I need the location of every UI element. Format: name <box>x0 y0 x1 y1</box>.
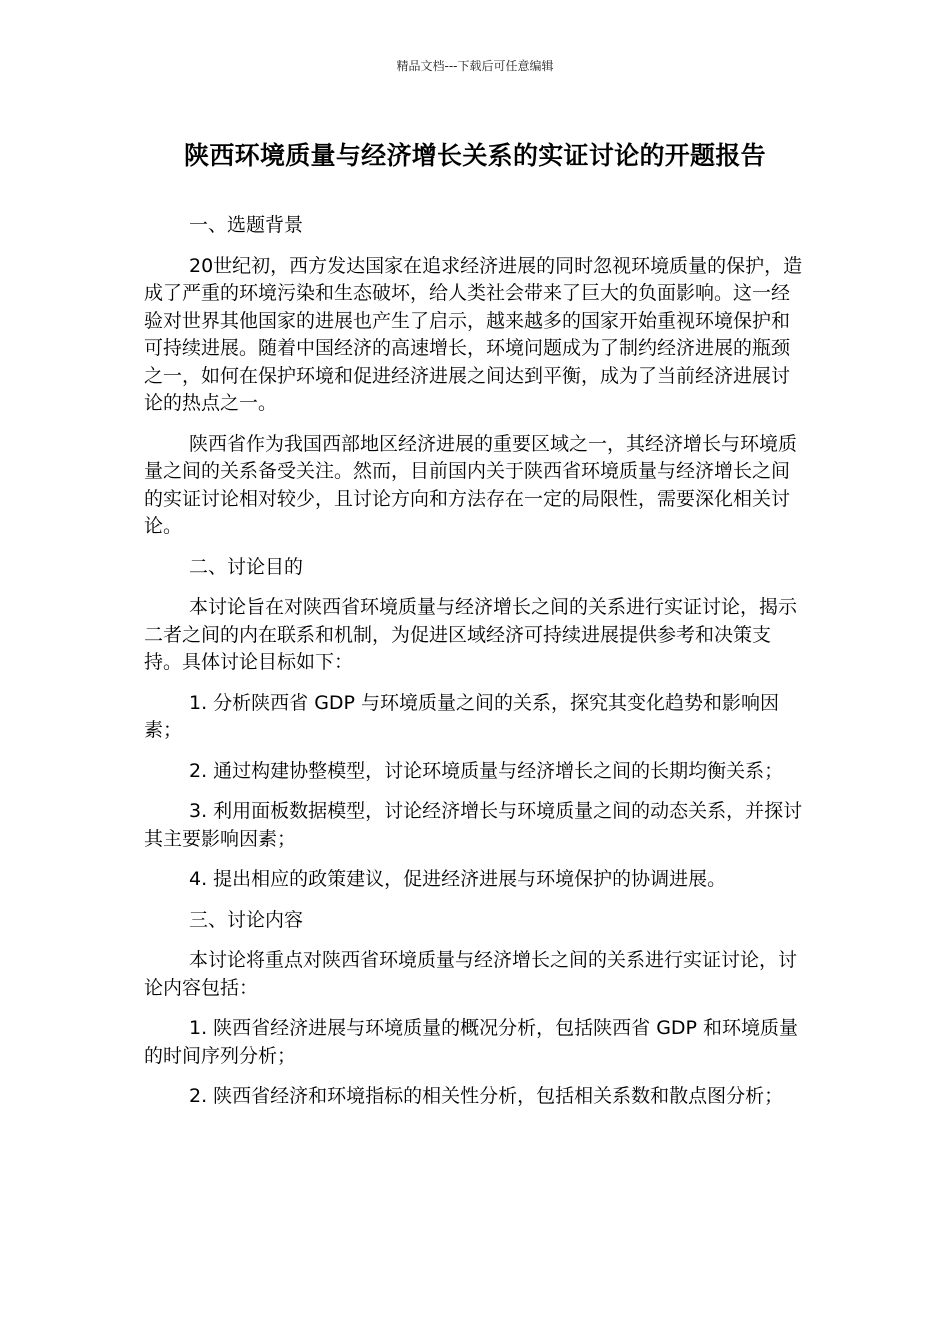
document-body <box>144 212 804 1124</box>
paragraph-background-1: 20世纪初，西方发达国家在追求经济进展的同时忽视环境质量的保护，造成了严重的环境污染和生态破坏，给人类社会带来了巨大的负面影响。这一经验对世界其他国家的进展也产生了启示，越来越多的国家开始重视环境保护和可持续进展。随着中国经济的高速增长，环境问题成为了制约经济进展的瓶颈之一，如何在保护环境和促进经济进展之间达到平衡，成为了当前经济进展讨论的热点之一。 <box>144 254 803 414</box>
section-heading-background: 一、选题背景 <box>189 214 304 236</box>
document-title: 陕西环境质量与经济增长关系的实证讨论的开题报告 <box>184 141 766 170</box>
section-heading-content: 三、讨论内容 <box>189 908 304 931</box>
list-item-purpose-1: 1. 分析陕西省 GDP 与环境质量之间的关系，探究其变化趋势和影响因素； <box>144 691 780 741</box>
paragraph-content-intro: 本讨论将重点对陕西省环境质量与经济增长之间的关系进行实证讨论，讨论内容包括： <box>144 949 798 999</box>
section-heading-purpose: 二、讨论目的 <box>189 555 304 578</box>
list-item-content-2: 2. 陕西省经济和环境指标的相关性分析，包括相关系数和散点图分析； <box>189 1085 784 1107</box>
list-item-purpose-2: 2. 通过构建协整模型，讨论环境质量与经济增长之间的长期均衡关系； <box>189 759 784 782</box>
list-item-content-1: 1. 陕西省经济进展与环境质量的概况分析，包括陕西省 GDP 和环境质量的时间序列分析； <box>144 1017 799 1067</box>
paragraph-background-2: 陕西省作为我国西部地区经济进展的重要区域之一，其经济增长与环境质量之间的关系备受关注。然而，目前国内关于陕西省环境质量与经济增长之间的实证讨论相对较少，且讨论方向和方法存在一定的局限性，需要深化相关讨论。 <box>144 432 798 537</box>
paragraph-purpose-intro: 本讨论旨在对陕西省环境质量与经济增长之间的关系进行实证讨论，揭示二者之间的内在联系和机制，为促进区域经济可持续进展提供参考和决策支持。具体讨论目标如下： <box>144 596 798 673</box>
list-item-purpose-3: 3. 利用面板数据模型，讨论经济增长与环境质量之间的动态关系，并探讨其主要影响因素； <box>144 800 803 850</box>
list-item-purpose-4: 4. 提出相应的政策建议，促进经济进展与环境保护的协调进展。 <box>189 868 727 890</box>
header-watermark: 精品文档---下载后可任意编辑 <box>396 59 554 73</box>
